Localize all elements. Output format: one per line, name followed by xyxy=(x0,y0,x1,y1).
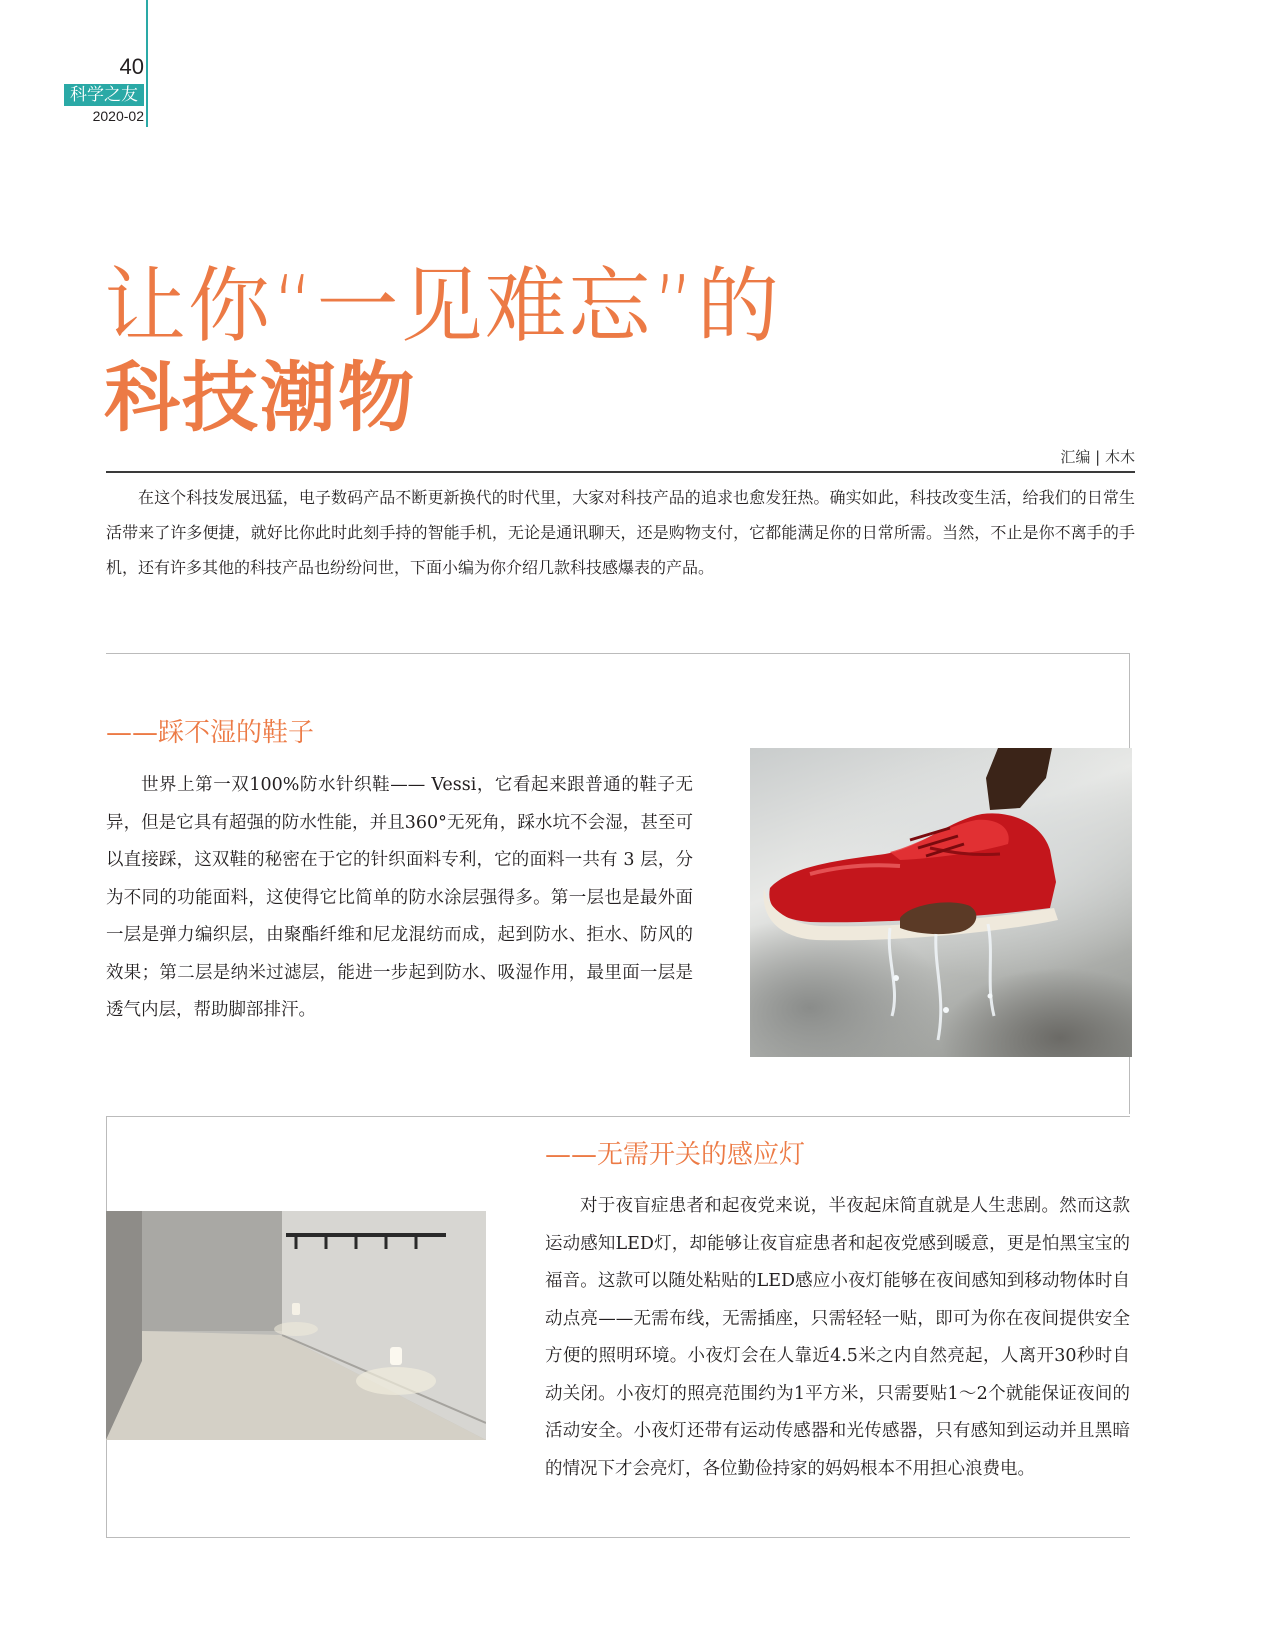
waterproof-shoe-photo xyxy=(750,748,1132,1057)
magazine-name: 科学之友 xyxy=(64,84,144,106)
section-title-light: ——无需开关的感应灯 xyxy=(545,1140,806,1170)
header-vertical-rule xyxy=(146,0,148,127)
section-body-light: 对于夜盲症患者和起夜党来说，半夜起床简直就是人生悲剧。然而这款运动感知LED灯，却能够让夜盲症患者和起夜党感到暖意，更是怕黑宝宝的福音。这款可以随处粘贴的LED感应小夜灯能够在夜间感知到移动物体时自动点亮——无需布线，无需插座，只需轻轻一贴，即可为你在夜间提供安全方便的照明环境。小夜灯会在人靠近4.5米之内自然亮起，人离开30秒时自动关闭。小夜灯的照亮范围约为1平方米，只需要贴1～2个就能保证夜间的活动安全。小夜灯还带有运动传感器和光传感器，只有感知到运动并且黑暗的情况下才会亮灯，各位勤俭持家的妈妈根本不用担心浪费电。 xyxy=(545,1196,1130,1479)
article-title-line2: 科技潮物 xyxy=(104,353,416,442)
intro-paragraph: 在这个科技发展迅猛，电子数码产品不断更新换代的时代里，大家对科技产品的追求也愈发狂热。确实如此，科技改变生活，给我们的日常生活带来了许多便捷，就好比你此时此刻手持的智能手机，无论是通讯聊天，还是购物支付，它都能满足你的日常所需。当然，不止是你不离手的手机，还有许多其他的科技产品也纷纷问世，下面小编为你介绍几款科技感爆表的产品。 xyxy=(106,488,1135,577)
page-number: 40 xyxy=(119,54,144,79)
article-title-line1: 让你“一见难忘”的 xyxy=(104,259,781,354)
sensor-light-hallway-photo xyxy=(106,1211,486,1440)
section-body-shoes: 世界上第一双100%防水针织鞋—— Vessi，它看起来跟普通的鞋子无异，但是它具有超强的防水性能，并且360°无死角，踩水坑不会湿，甚至可以直接踩，这双鞋的秘密在于它的针织面料专利，它的面料一共有 3 层，分为不同的功能面料，这使得它比简单的防水涂层强得多。第一层也是最外面一层是弹力编织层，由聚酯纤维和尼龙混纺而成，起到防水、拒水、防风的效果；第二层是纳米过滤层，能进一步起到防水、吸湿作用，最里面一层是透气内层，帮助脚部排汗。 xyxy=(106,775,693,1020)
title-divider xyxy=(106,471,1135,473)
issue-date: 2020-02 xyxy=(92,108,144,124)
byline: 汇编 | 木木 xyxy=(1060,448,1135,466)
section-title-shoes: ——踩不湿的鞋子 xyxy=(106,718,315,748)
